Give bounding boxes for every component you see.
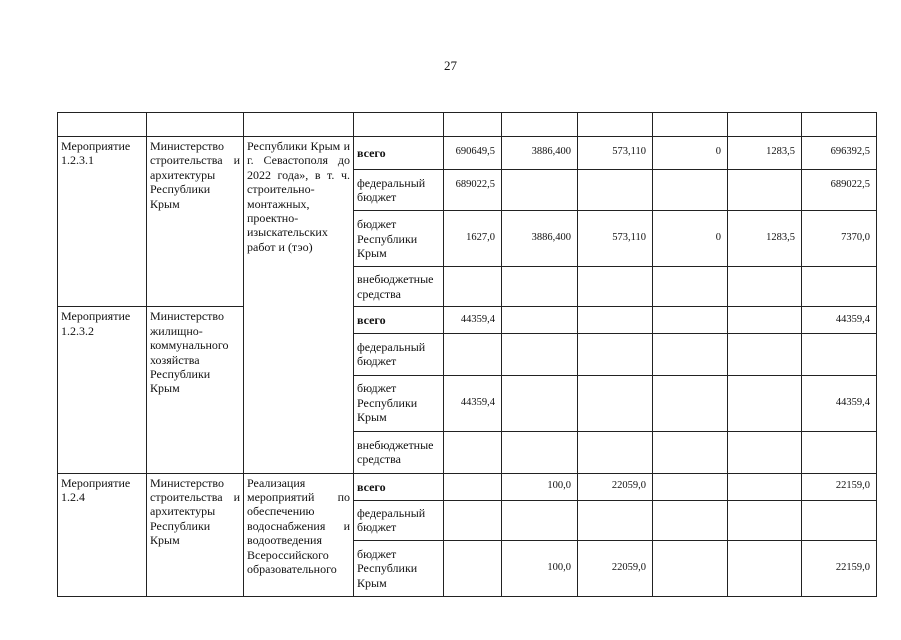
value-cell [653, 431, 728, 473]
value-cell [802, 334, 877, 375]
value-cell: 44359,4 [444, 375, 502, 431]
table-row [58, 307, 877, 334]
value-cell [444, 500, 502, 540]
budget-label: внебюджетные средства [354, 431, 444, 473]
value-cell [444, 473, 502, 500]
table-header-row [58, 113, 877, 137]
value-cell [728, 540, 802, 596]
value-cell [653, 540, 728, 596]
table-row [58, 137, 877, 170]
value-cell [653, 170, 728, 211]
value-cell [653, 473, 728, 500]
value-cell [502, 307, 578, 334]
value-cell: 44359,4 [444, 307, 502, 334]
value-cell [578, 334, 653, 375]
value-cell [502, 500, 578, 540]
value-cell [444, 334, 502, 375]
executor-cell: Министерство жилищно-коммунального хозяйства Республики Крым [147, 307, 244, 473]
value-cell [653, 307, 728, 334]
value-cell: 573,110 [578, 137, 653, 170]
value-cell [502, 170, 578, 211]
value-cell [728, 500, 802, 540]
value-cell [502, 267, 578, 307]
budget-table [57, 112, 877, 597]
value-cell [653, 267, 728, 307]
value-cell [728, 267, 802, 307]
measure-name-cell: Реализация мероприятий по обеспечению водоснабжения и водоотведения Всероссийского образовательного [244, 473, 354, 596]
value-cell [728, 334, 802, 375]
value-cell [578, 500, 653, 540]
value-cell [444, 267, 502, 307]
value-cell: 22159,0 [802, 540, 877, 596]
value-cell: 22059,0 [578, 473, 653, 500]
value-cell: 100,0 [502, 540, 578, 596]
value-cell [728, 473, 802, 500]
value-cell: 0 [653, 137, 728, 170]
value-cell [444, 540, 502, 596]
value-cell [728, 170, 802, 211]
budget-label: внебюджетные средства [354, 267, 444, 307]
value-cell [502, 334, 578, 375]
value-cell: 690649,5 [444, 137, 502, 170]
page-number: 27 [444, 58, 457, 73]
measure-cell: Мероприятие 1.2.4 [58, 473, 147, 596]
value-cell: 0 [653, 211, 728, 267]
value-cell [728, 431, 802, 473]
value-cell: 44359,4 [802, 375, 877, 431]
budget-label: федеральный бюджет [354, 500, 444, 540]
value-cell [728, 307, 802, 334]
value-cell [578, 307, 653, 334]
value-cell [802, 500, 877, 540]
value-cell [802, 431, 877, 473]
table-row [58, 473, 877, 500]
value-cell [578, 170, 653, 211]
value-cell: 1283,5 [728, 211, 802, 267]
value-cell [653, 334, 728, 375]
value-cell: 573,110 [578, 211, 653, 267]
value-cell [502, 375, 578, 431]
value-cell [444, 431, 502, 473]
value-cell: 689022,5 [802, 170, 877, 211]
value-cell [653, 375, 728, 431]
value-cell [802, 267, 877, 307]
value-cell: 3886,400 [502, 211, 578, 267]
value-cell [578, 267, 653, 307]
budget-label: всего [354, 307, 444, 334]
budget-label: всего [354, 473, 444, 500]
value-cell [578, 375, 653, 431]
value-cell: 22159,0 [802, 473, 877, 500]
value-cell [502, 431, 578, 473]
value-cell: 1283,5 [728, 137, 802, 170]
budget-label: федеральный бюджет [354, 334, 444, 375]
budget-label: всего [354, 137, 444, 170]
budget-label: бюджет Республики Крым [354, 211, 444, 267]
value-cell: 100,0 [502, 473, 578, 500]
value-cell [578, 431, 653, 473]
budget-label: бюджет Республики Крым [354, 375, 444, 431]
budget-label: федеральный бюджет [354, 170, 444, 211]
value-cell: 44359,4 [802, 307, 877, 334]
value-cell: 22059,0 [578, 540, 653, 596]
value-cell [653, 500, 728, 540]
value-cell: 689022,5 [444, 170, 502, 211]
value-cell: 7370,0 [802, 211, 877, 267]
measure-cell: Мероприятие 1.2.3.2 [58, 307, 147, 473]
budget-label: бюджет Республики Крым [354, 540, 444, 596]
executor-cell: Министерство строительства и архитектуры Республики Крым [147, 473, 244, 596]
value-cell: 696392,5 [802, 137, 877, 170]
measure-name-cell: Республики Крым и г. Севастополя до 2022 года», в т. ч. строительно-монтажных, проектно-изыскательских работ и (тэо) [244, 137, 354, 474]
executor-cell: Министерство строительства и архитектуры Республики Крым [147, 137, 244, 307]
measure-cell: Мероприятие 1.2.3.1 [58, 137, 147, 307]
value-cell: 1627,0 [444, 211, 502, 267]
value-cell [728, 375, 802, 431]
value-cell: 3886,400 [502, 137, 578, 170]
